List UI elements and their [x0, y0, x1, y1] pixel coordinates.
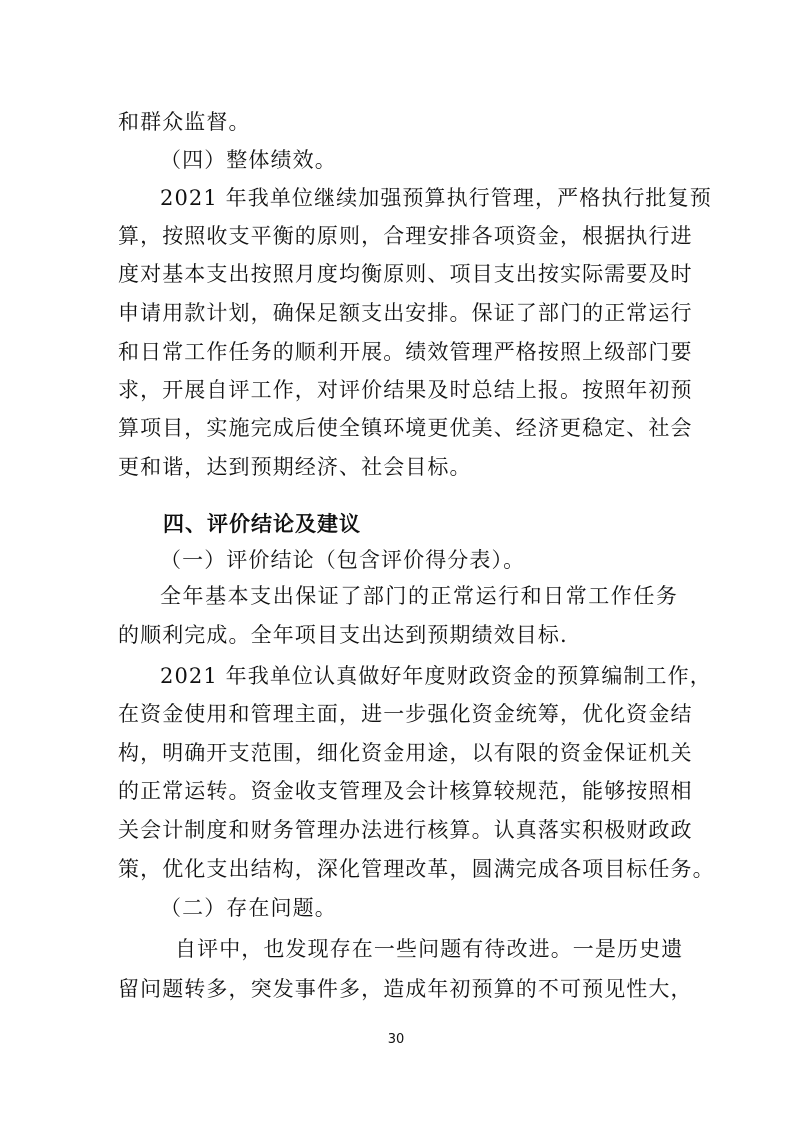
text-line: 2021 年我单位继续加强预算执行管理，严格执行批复预	[160, 186, 712, 210]
text-line: 算，按照收支平衡的原则，合理安排各项资金，根据执行进	[118, 224, 693, 248]
page-number: 30	[387, 1032, 405, 1047]
text-line: 求，开展自评工作，对评价结果及时总结上报。按照年初预	[118, 378, 693, 402]
text-line: 和日常工作任务的顺利开展。绩效管理严格按照上级部门要	[118, 340, 693, 364]
text-line: 自评中，也发现存在一些问题有待改进。一是历史遗	[175, 937, 684, 961]
text-line: 策，优化支出结构，深化管理改革，圆满完成各项目标任务。	[118, 857, 715, 881]
text-line: 算项目，实施完成后使全镇环境更优美、经济更稳定、社会	[118, 416, 693, 440]
section-subheading: （二）存在问题。	[160, 896, 337, 920]
text-line: 关会计制度和财务管理办法进行核算。认真落实积极财政政	[118, 818, 693, 842]
text-line: 构，明确开支范围，细化资金用途，以有限的资金保证机关	[118, 741, 693, 765]
text-line: 在资金使用和管理主面，进一步强化资金统筹，优化资金结	[118, 702, 693, 726]
section-subheading: （四）整体绩效。	[160, 148, 337, 172]
text-line: 申请用款计划，确保足额支出安排。保证了部门的正常运行	[118, 301, 693, 325]
section-subheading: （一）评价结论（包含评价得分表）。	[160, 548, 526, 572]
text-line: 度对基本支出按照月度均衡原则、项目支出按实际需要及时	[118, 262, 693, 286]
section-heading: 四、评价结论及建议	[163, 512, 361, 536]
text-line: 留问题转多，突发事件多，造成年初预算的不可预见性大，	[118, 977, 693, 1001]
text-line: 的正常运转。资金收支管理及会计核算较规范，能够按照相	[118, 779, 693, 803]
text-line: 全年基本支出保证了部门的正常运行和日常工作任务	[160, 584, 678, 608]
text-line: 的顺利完成。全年项目支出达到预期绩效目标.	[118, 623, 568, 647]
text-line: 2021 年我单位认真做好年度财政资金的预算编制工作，	[160, 664, 712, 688]
text-line: 和群众监督。	[118, 110, 251, 134]
text-line: 更和谐，达到预期经济、社会目标。	[118, 455, 472, 479]
